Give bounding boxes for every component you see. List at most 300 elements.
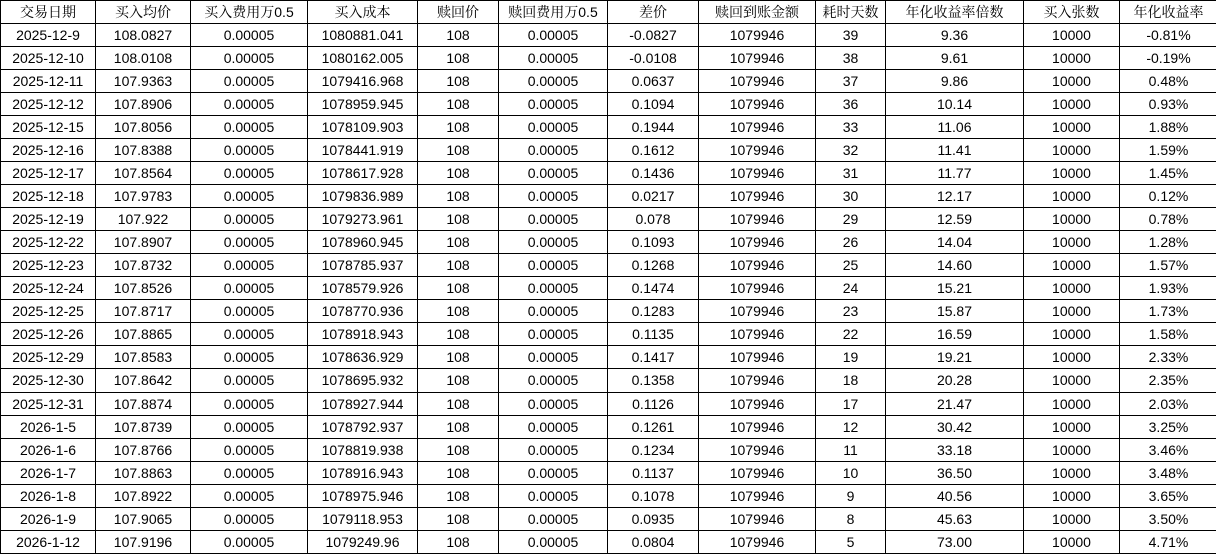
cell-annualized-return[interactable]: 3.65% [1120,484,1216,507]
cell-price-diff[interactable]: 0.1137 [608,461,699,484]
cell-trade-date[interactable]: 2026-1-5 [1,415,96,438]
cell-annualized-multiple[interactable]: 19.21 [886,346,1024,369]
cell-redeem-amount[interactable]: 1079946 [699,415,816,438]
cell-annualized-return[interactable]: 1.88% [1120,116,1216,139]
cell-redeem-price[interactable]: 108 [418,139,499,162]
cell-redeem-amount[interactable]: 1079946 [699,93,816,116]
cell-price-diff[interactable]: 0.0804 [608,530,699,553]
cell-price-diff[interactable]: 0.1234 [608,438,699,461]
cell-redeem-fee[interactable]: 0.00005 [499,231,608,254]
cell-redeem-amount[interactable]: 1079946 [699,162,816,185]
cell-annualized-multiple[interactable]: 73.00 [886,530,1024,553]
cell-redeem-fee[interactable]: 0.00005 [499,47,608,70]
cell-redeem-price[interactable]: 108 [418,346,499,369]
cell-annualized-multiple[interactable]: 11.41 [886,139,1024,162]
cell-buy-cost[interactable]: 1079118.953 [308,507,418,530]
cell-buy-quantity[interactable]: 10000 [1024,139,1120,162]
cell-buy-avg-price[interactable]: 107.8732 [96,254,191,277]
column-header-buy-fee[interactable]: 买入费用万0.5 [191,1,308,24]
cell-buy-avg-price[interactable]: 107.8863 [96,461,191,484]
cell-redeem-price[interactable]: 108 [418,254,499,277]
cell-buy-cost[interactable]: 1078109.903 [308,116,418,139]
cell-buy-quantity[interactable]: 10000 [1024,254,1120,277]
cell-redeem-fee[interactable]: 0.00005 [499,93,608,116]
cell-trade-date[interactable]: 2025-12-10 [1,47,96,70]
cell-price-diff[interactable]: 0.0637 [608,70,699,93]
cell-redeem-price[interactable]: 108 [418,24,499,47]
cell-trade-date[interactable]: 2026-1-9 [1,507,96,530]
cell-buy-cost[interactable]: 1078770.936 [308,300,418,323]
cell-buy-fee[interactable]: 0.00005 [191,208,308,231]
table-row [1,185,1216,208]
cell-trade-date[interactable]: 2026-1-8 [1,484,96,507]
cell-buy-avg-price[interactable]: 108.0827 [96,24,191,47]
cell-buy-quantity[interactable]: 10000 [1024,231,1120,254]
cell-days-elapsed[interactable]: 24 [816,277,886,300]
cell-buy-cost[interactable]: 1078959.945 [308,93,418,116]
cell-annualized-return[interactable]: 3.25% [1120,415,1216,438]
cell-buy-quantity[interactable]: 10000 [1024,415,1120,438]
table-row [1,277,1216,300]
cell-annualized-return[interactable]: 1.58% [1120,323,1216,346]
cell-annualized-multiple[interactable]: 15.21 [886,277,1024,300]
cell-buy-fee[interactable]: 0.00005 [191,300,308,323]
cell-redeem-amount[interactable]: 1079946 [699,208,816,231]
table-row [1,231,1216,254]
cell-redeem-fee[interactable]: 0.00005 [499,438,608,461]
cell-buy-cost[interactable]: 1079836.989 [308,185,418,208]
cell-price-diff[interactable]: 0.1944 [608,116,699,139]
column-header-annualized-return[interactable]: 年化收益率 [1120,1,1216,24]
cell-annualized-return[interactable]: 1.73% [1120,300,1216,323]
cell-annualized-multiple[interactable]: 15.87 [886,300,1024,323]
cell-buy-fee[interactable]: 0.00005 [191,392,308,415]
cell-redeem-amount[interactable]: 1079946 [699,300,816,323]
cell-redeem-price[interactable]: 108 [418,392,499,415]
cell-buy-fee[interactable]: 0.00005 [191,162,308,185]
table-row [1,208,1216,231]
cell-buy-avg-price[interactable]: 107.8388 [96,139,191,162]
cell-redeem-price[interactable]: 108 [418,231,499,254]
cell-annualized-multiple[interactable]: 12.59 [886,208,1024,231]
cell-buy-cost[interactable]: 1078918.943 [308,323,418,346]
cell-buy-quantity[interactable]: 10000 [1024,530,1120,553]
cell-price-diff[interactable]: 0.1417 [608,346,699,369]
column-header-buy-quantity[interactable]: 买入张数 [1024,1,1120,24]
cell-buy-quantity[interactable]: 10000 [1024,484,1120,507]
cell-days-elapsed[interactable]: 25 [816,254,886,277]
cell-redeem-amount[interactable]: 1079946 [699,369,816,392]
cell-redeem-price[interactable]: 108 [418,484,499,507]
cell-redeem-amount[interactable]: 1079946 [699,277,816,300]
cell-days-elapsed[interactable]: 19 [816,346,886,369]
cell-price-diff[interactable]: 0.1094 [608,93,699,116]
cell-days-elapsed[interactable]: 9 [816,484,886,507]
column-header-redeem-price[interactable]: 赎回价 [418,1,499,24]
cell-redeem-amount[interactable]: 1079946 [699,507,816,530]
cell-redeem-fee[interactable]: 0.00005 [499,277,608,300]
cell-annualized-return[interactable]: 2.33% [1120,346,1216,369]
cell-price-diff[interactable]: 0.1078 [608,484,699,507]
cell-days-elapsed[interactable]: 22 [816,323,886,346]
cell-trade-date[interactable]: 2026-1-12 [1,530,96,553]
cell-buy-fee[interactable]: 0.00005 [191,24,308,47]
cell-price-diff[interactable]: 0.1268 [608,254,699,277]
cell-price-diff[interactable]: 0.1474 [608,277,699,300]
cell-price-diff[interactable]: 0.1436 [608,162,699,185]
cell-buy-cost[interactable]: 1078441.919 [308,139,418,162]
cell-buy-fee[interactable]: 0.00005 [191,277,308,300]
cell-buy-fee[interactable]: 0.00005 [191,185,308,208]
cell-redeem-price[interactable]: 108 [418,323,499,346]
cell-buy-quantity[interactable]: 10000 [1024,277,1120,300]
cell-annualized-return[interactable]: 3.48% [1120,461,1216,484]
cell-buy-avg-price[interactable]: 107.9363 [96,70,191,93]
cell-annualized-multiple[interactable]: 30.42 [886,415,1024,438]
cell-price-diff[interactable]: 0.1261 [608,415,699,438]
cell-redeem-fee[interactable]: 0.00005 [499,70,608,93]
cell-buy-cost[interactable]: 1080881.041 [308,24,418,47]
table-header-row [1,1,1216,24]
cell-buy-avg-price[interactable]: 107.9196 [96,530,191,553]
cell-price-diff[interactable]: 0.1358 [608,369,699,392]
cell-buy-cost[interactable]: 1079416.968 [308,70,418,93]
cell-redeem-amount[interactable]: 1079946 [699,530,816,553]
cell-buy-avg-price[interactable]: 107.8739 [96,415,191,438]
cell-annualized-return[interactable]: 1.45% [1120,162,1216,185]
cell-trade-date[interactable]: 2025-12-15 [1,116,96,139]
table-row [1,300,1216,323]
cell-price-diff[interactable]: -0.0827 [608,24,699,47]
cell-days-elapsed[interactable]: 23 [816,300,886,323]
table-row [1,254,1216,277]
cell-redeem-fee[interactable]: 0.00005 [499,116,608,139]
cell-annualized-multiple[interactable]: 9.61 [886,47,1024,70]
cell-redeem-fee[interactable]: 0.00005 [499,507,608,530]
cell-buy-cost[interactable]: 1078695.932 [308,369,418,392]
cell-buy-quantity[interactable]: 10000 [1024,185,1120,208]
cell-buy-quantity[interactable]: 10000 [1024,507,1120,530]
cell-trade-date[interactable]: 2025-12-31 [1,392,96,415]
cell-annualized-multiple[interactable]: 14.04 [886,231,1024,254]
cell-buy-cost[interactable]: 1080162.005 [308,47,418,70]
cell-buy-fee[interactable]: 0.00005 [191,415,308,438]
cell-buy-cost[interactable]: 1078927.944 [308,392,418,415]
cell-buy-avg-price[interactable]: 107.8564 [96,162,191,185]
cell-buy-quantity[interactable]: 10000 [1024,70,1120,93]
cell-days-elapsed[interactable]: 37 [816,70,886,93]
cell-buy-avg-price[interactable]: 107.9783 [96,185,191,208]
cell-redeem-amount[interactable]: 1079946 [699,116,816,139]
cell-annualized-return[interactable]: 4.71% [1120,530,1216,553]
cell-trade-date[interactable]: 2025-12-26 [1,323,96,346]
cell-annualized-return[interactable]: 1.93% [1120,277,1216,300]
cell-annualized-multiple[interactable]: 40.56 [886,484,1024,507]
cell-redeem-price[interactable]: 108 [418,277,499,300]
cell-redeem-fee[interactable]: 0.00005 [499,300,608,323]
cell-redeem-price[interactable]: 108 [418,162,499,185]
cell-redeem-amount[interactable]: 1079946 [699,70,816,93]
cell-days-elapsed[interactable]: 10 [816,461,886,484]
cell-annualized-return[interactable]: 2.35% [1120,369,1216,392]
cell-price-diff[interactable]: -0.0108 [608,47,699,70]
cell-buy-quantity[interactable]: 10000 [1024,116,1120,139]
cell-redeem-amount[interactable]: 1079946 [699,139,816,162]
cell-redeem-fee[interactable]: 0.00005 [499,254,608,277]
cell-annualized-multiple[interactable]: 11.06 [886,116,1024,139]
cell-buy-cost[interactable]: 1078792.937 [308,415,418,438]
cell-days-elapsed[interactable]: 5 [816,530,886,553]
cell-buy-cost[interactable]: 1078785.937 [308,254,418,277]
cell-days-elapsed[interactable]: 39 [816,24,886,47]
cell-annualized-return[interactable]: 2.03% [1120,392,1216,415]
column-header-redeem-fee[interactable]: 赎回费用万0.5 [499,1,608,24]
cell-trade-date[interactable]: 2025-12-25 [1,300,96,323]
cell-trade-date[interactable]: 2025-12-17 [1,162,96,185]
cell-redeem-amount[interactable]: 1079946 [699,185,816,208]
cell-redeem-price[interactable]: 108 [418,507,499,530]
cell-annualized-multiple[interactable]: 10.14 [886,93,1024,116]
cell-trade-date[interactable]: 2025-12-16 [1,139,96,162]
cell-buy-fee[interactable]: 0.00005 [191,530,308,553]
cell-annualized-return[interactable]: 0.48% [1120,70,1216,93]
cell-buy-fee[interactable]: 0.00005 [191,139,308,162]
cell-buy-avg-price[interactable]: 107.8766 [96,438,191,461]
column-header-buy-cost[interactable]: 买入成本 [308,1,418,24]
cell-redeem-price[interactable]: 108 [418,461,499,484]
cell-trade-date[interactable]: 2025-12-23 [1,254,96,277]
cell-annualized-multiple[interactable]: 14.60 [886,254,1024,277]
cell-redeem-amount[interactable]: 1079946 [699,24,816,47]
cell-redeem-fee[interactable]: 0.00005 [499,208,608,231]
cell-buy-avg-price[interactable]: 107.8056 [96,116,191,139]
cell-annualized-return[interactable]: -0.19% [1120,47,1216,70]
column-header-price-diff[interactable]: 差价 [608,1,699,24]
cell-trade-date[interactable]: 2025-12-18 [1,185,96,208]
cell-buy-cost[interactable]: 1079273.961 [308,208,418,231]
cell-buy-avg-price[interactable]: 107.8526 [96,277,191,300]
cell-redeem-amount[interactable]: 1079946 [699,254,816,277]
column-header-annualized-multiple[interactable]: 年化收益率倍数 [886,1,1024,24]
cell-buy-fee[interactable]: 0.00005 [191,47,308,70]
cell-redeem-fee[interactable]: 0.00005 [499,323,608,346]
cell-buy-fee[interactable]: 0.00005 [191,438,308,461]
cell-buy-cost[interactable]: 1078960.945 [308,231,418,254]
cell-buy-fee[interactable]: 0.00005 [191,323,308,346]
cell-annualized-return[interactable]: 3.50% [1120,507,1216,530]
cell-buy-avg-price[interactable]: 107.8642 [96,369,191,392]
cell-redeem-fee[interactable]: 0.00005 [499,484,608,507]
cell-days-elapsed[interactable]: 17 [816,392,886,415]
cell-redeem-fee[interactable]: 0.00005 [499,530,608,553]
cell-buy-fee[interactable]: 0.00005 [191,461,308,484]
cell-redeem-fee[interactable]: 0.00005 [499,162,608,185]
cell-price-diff[interactable]: 0.1283 [608,300,699,323]
cell-buy-cost[interactable]: 1079249.96 [308,530,418,553]
cell-days-elapsed[interactable]: 36 [816,93,886,116]
cell-trade-date[interactable]: 2025-12-19 [1,208,96,231]
cell-redeem-amount[interactable]: 1079946 [699,438,816,461]
cell-redeem-fee[interactable]: 0.00005 [499,415,608,438]
cell-buy-quantity[interactable]: 10000 [1024,47,1120,70]
cell-buy-quantity[interactable]: 10000 [1024,438,1120,461]
cell-annualized-multiple[interactable]: 11.77 [886,162,1024,185]
cell-buy-avg-price[interactable]: 108.0108 [96,47,191,70]
cell-days-elapsed[interactable]: 31 [816,162,886,185]
cell-buy-avg-price[interactable]: 107.8922 [96,484,191,507]
cell-buy-fee[interactable]: 0.00005 [191,93,308,116]
cell-buy-quantity[interactable]: 10000 [1024,346,1120,369]
cell-trade-date[interactable]: 2026-1-7 [1,461,96,484]
cell-trade-date[interactable]: 2025-12-29 [1,346,96,369]
cell-redeem-price[interactable]: 108 [418,300,499,323]
cell-redeem-price[interactable]: 108 [418,70,499,93]
cell-buy-fee[interactable]: 0.00005 [191,254,308,277]
cell-days-elapsed[interactable]: 32 [816,139,886,162]
cell-annualized-multiple[interactable]: 21.47 [886,392,1024,415]
cell-buy-cost[interactable]: 1078975.946 [308,484,418,507]
cell-redeem-price[interactable]: 108 [418,208,499,231]
cell-buy-avg-price[interactable]: 107.8583 [96,346,191,369]
cell-redeem-price[interactable]: 108 [418,93,499,116]
cell-buy-fee[interactable]: 0.00005 [191,116,308,139]
cell-buy-cost[interactable]: 1078636.929 [308,346,418,369]
cell-redeem-amount[interactable]: 1079946 [699,484,816,507]
cell-redeem-price[interactable]: 108 [418,47,499,70]
column-header-buy-avg-price[interactable]: 买入均价 [96,1,191,24]
cell-price-diff[interactable]: 0.1093 [608,231,699,254]
cell-buy-avg-price[interactable]: 107.9065 [96,507,191,530]
cell-buy-quantity[interactable]: 10000 [1024,162,1120,185]
cell-redeem-fee[interactable]: 0.00005 [499,392,608,415]
cell-redeem-price[interactable]: 108 [418,185,499,208]
cell-buy-avg-price[interactable]: 107.8907 [96,231,191,254]
cell-annualized-return[interactable]: 1.57% [1120,254,1216,277]
cell-redeem-fee[interactable]: 0.00005 [499,139,608,162]
cell-buy-quantity[interactable]: 10000 [1024,323,1120,346]
cell-buy-quantity[interactable]: 10000 [1024,24,1120,47]
cell-redeem-amount[interactable]: 1079946 [699,47,816,70]
cell-price-diff[interactable]: 0.1126 [608,392,699,415]
cell-buy-cost[interactable]: 1078916.943 [308,461,418,484]
table-row [1,162,1216,185]
cell-buy-avg-price[interactable]: 107.8906 [96,93,191,116]
cell-days-elapsed[interactable]: 29 [816,208,886,231]
cell-trade-date[interactable]: 2025-12-11 [1,70,96,93]
cell-redeem-price[interactable]: 108 [418,438,499,461]
cell-days-elapsed[interactable]: 11 [816,438,886,461]
cell-redeem-fee[interactable]: 0.00005 [499,346,608,369]
cell-price-diff[interactable]: 0.0935 [608,507,699,530]
cell-buy-quantity[interactable]: 10000 [1024,369,1120,392]
cell-annualized-multiple[interactable]: 9.36 [886,24,1024,47]
table-row [1,323,1216,346]
cell-buy-fee[interactable]: 0.00005 [191,484,308,507]
cell-buy-avg-price[interactable]: 107.8865 [96,323,191,346]
column-header-redeem-amount[interactable]: 赎回到账金额 [699,1,816,24]
cell-days-elapsed[interactable]: 12 [816,415,886,438]
cell-annualized-multiple[interactable]: 20.28 [886,369,1024,392]
cell-days-elapsed[interactable]: 26 [816,231,886,254]
cell-annualized-return[interactable]: 0.78% [1120,208,1216,231]
cell-days-elapsed[interactable]: 8 [816,507,886,530]
cell-trade-date[interactable]: 2026-1-6 [1,438,96,461]
cell-trade-date[interactable]: 2025-12-9 [1,24,96,47]
cell-annualized-multiple[interactable]: 36.50 [886,461,1024,484]
cell-price-diff[interactable]: 0.078 [608,208,699,231]
cell-redeem-fee[interactable]: 0.00005 [499,369,608,392]
cell-buy-avg-price[interactable]: 107.8717 [96,300,191,323]
cell-redeem-amount[interactable]: 1079946 [699,346,816,369]
cell-days-elapsed[interactable]: 33 [816,116,886,139]
cell-annualized-return[interactable]: 3.46% [1120,438,1216,461]
cell-price-diff[interactable]: 0.0217 [608,185,699,208]
table-row [1,139,1216,162]
cell-trade-date[interactable]: 2025-12-30 [1,369,96,392]
cell-annualized-multiple[interactable]: 16.59 [886,323,1024,346]
cell-trade-date[interactable]: 2025-12-22 [1,231,96,254]
cell-redeem-fee[interactable]: 0.00005 [499,185,608,208]
cell-days-elapsed[interactable]: 18 [816,369,886,392]
cell-buy-fee[interactable]: 0.00005 [191,369,308,392]
column-header-trade-date[interactable]: 交易日期 [1,1,96,24]
cell-redeem-amount[interactable]: 1079946 [699,392,816,415]
cell-annualized-multiple[interactable]: 33.18 [886,438,1024,461]
table-row [1,346,1216,369]
cell-buy-quantity[interactable]: 10000 [1024,461,1120,484]
cell-redeem-amount[interactable]: 1079946 [699,323,816,346]
cell-buy-avg-price[interactable]: 107.922 [96,208,191,231]
cell-redeem-fee[interactable]: 0.00005 [499,24,608,47]
cell-redeem-price[interactable]: 108 [418,530,499,553]
cell-annualized-multiple[interactable]: 9.86 [886,70,1024,93]
cell-annualized-return[interactable]: 1.28% [1120,231,1216,254]
cell-redeem-price[interactable]: 108 [418,415,499,438]
cell-buy-quantity[interactable]: 10000 [1024,392,1120,415]
cell-trade-date[interactable]: 2025-12-24 [1,277,96,300]
cell-annualized-return[interactable]: 1.59% [1120,139,1216,162]
cell-price-diff[interactable]: 0.1612 [608,139,699,162]
cell-redeem-amount[interactable]: 1079946 [699,461,816,484]
cell-buy-cost[interactable]: 1078819.938 [308,438,418,461]
column-header-days-elapsed[interactable]: 耗时天数 [816,1,886,24]
cell-buy-cost[interactable]: 1078617.928 [308,162,418,185]
cell-redeem-price[interactable]: 108 [418,116,499,139]
cell-annualized-return[interactable]: 0.12% [1120,185,1216,208]
cell-price-diff[interactable]: 0.1135 [608,323,699,346]
cell-buy-fee[interactable]: 0.00005 [191,231,308,254]
table-row [1,369,1216,392]
cell-buy-fee[interactable]: 0.00005 [191,507,308,530]
cell-days-elapsed[interactable]: 30 [816,185,886,208]
cell-redeem-price[interactable]: 108 [418,369,499,392]
cell-buy-fee[interactable]: 0.00005 [191,346,308,369]
cell-annualized-return[interactable]: 0.93% [1120,93,1216,116]
cell-annualized-return[interactable]: -0.81% [1120,24,1216,47]
cell-buy-quantity[interactable]: 10000 [1024,208,1120,231]
cell-buy-quantity[interactable]: 10000 [1024,93,1120,116]
cell-buy-quantity[interactable]: 10000 [1024,300,1120,323]
cell-annualized-multiple[interactable]: 45.63 [886,507,1024,530]
cell-buy-cost[interactable]: 1078579.926 [308,277,418,300]
cell-buy-fee[interactable]: 0.00005 [191,70,308,93]
cell-annualized-multiple[interactable]: 12.17 [886,185,1024,208]
cell-redeem-fee[interactable]: 0.00005 [499,461,608,484]
cell-redeem-amount[interactable]: 1079946 [699,231,816,254]
cell-buy-avg-price[interactable]: 107.8874 [96,392,191,415]
cell-days-elapsed[interactable]: 38 [816,47,886,70]
cell-trade-date[interactable]: 2025-12-12 [1,93,96,116]
